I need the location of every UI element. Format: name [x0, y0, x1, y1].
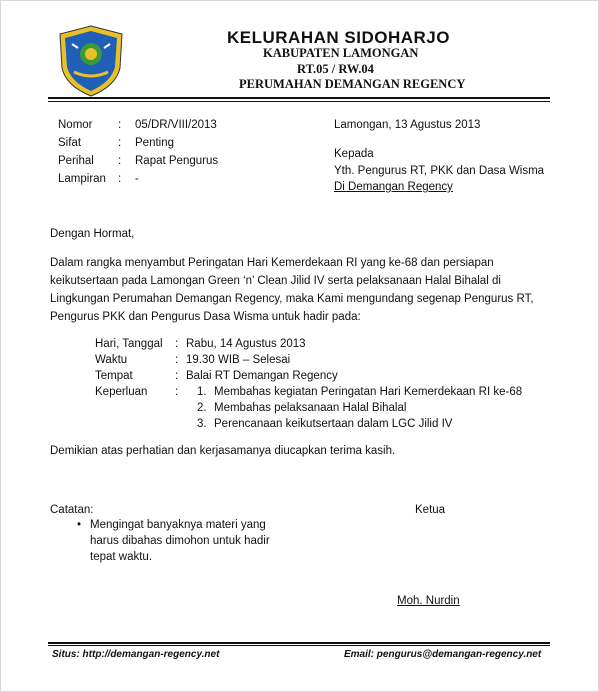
- meta-value-nomor: 05/DR/VIII/2013: [135, 119, 217, 131]
- recipient-address: Di Demangan Regency: [334, 181, 453, 193]
- meta-label-perihal: Perihal: [58, 155, 94, 167]
- purpose-item: Perencanaan keikutsertaan dalam LGC Jilid IV: [214, 418, 453, 430]
- header-housing: PERUMAHAN DEMANGAN REGENCY: [239, 77, 466, 91]
- detail-colon: :: [175, 338, 179, 350]
- detail-value-place: Balai RT Demangan Regency: [186, 370, 338, 382]
- footer-rule-thick: [48, 642, 550, 644]
- detail-colon: :: [175, 354, 179, 366]
- detail-value-date: Rabu, 14 Agustus 2013: [186, 338, 306, 350]
- notes-title: Catatan:: [50, 504, 94, 516]
- detail-label-purpose: Keperluan: [95, 386, 148, 398]
- recipient-kepada: Kepada: [334, 148, 374, 160]
- bullet-icon: •: [77, 519, 82, 531]
- purpose-number: 1.: [197, 386, 207, 398]
- header-rt-rw: RT.05 / RW.04: [297, 62, 374, 76]
- meta-value-perihal: Rapat Pengurus: [135, 155, 219, 167]
- meta-label-nomor: Nomor: [58, 119, 93, 131]
- body-line: Dalam rangka menyambut Peringatan Hari Kemerdekaan RI yang ke-68 dan persiapan: [50, 257, 494, 269]
- meta-colon: :: [118, 173, 122, 185]
- purpose-number: 2.: [197, 402, 207, 414]
- place-date: Lamongan, 13 Agustus 2013: [334, 119, 481, 131]
- detail-colon: :: [175, 370, 179, 382]
- greeting: Dengan Hormat,: [50, 228, 135, 240]
- meta-colon: :: [118, 137, 122, 149]
- detail-label-time: Waktu: [95, 354, 128, 366]
- signature-name: Moh. Nurdin: [397, 595, 460, 607]
- detail-value-time: 19.30 WIB – Selesai: [186, 354, 291, 366]
- purpose-item: Membahas kegiatan Peringatan Hari Kemerdekaan RI ke-68: [214, 386, 523, 398]
- meta-value-sifat: Penting: [135, 137, 175, 149]
- detail-colon: :: [175, 386, 179, 398]
- footer-website: Situs: http://demangan-regency.net: [52, 649, 220, 660]
- closing-sentence: Demikian atas perhatian dan kerjasamanya diucapkan terima kasih.: [50, 445, 396, 457]
- header-rule-thin: [48, 101, 550, 102]
- recipient-yth: Yth. Pengurus RT, PKK dan Dasa Wisma: [334, 165, 545, 177]
- footer-rule-thin: [48, 645, 550, 646]
- emblem-icon: [56, 24, 126, 98]
- meta-value-lampiran: -: [135, 173, 139, 185]
- detail-label-date: Hari, Tanggal: [95, 338, 163, 350]
- header-regency: KABUPATEN LAMONGAN: [263, 46, 419, 60]
- body-line: Lingkungan Perumahan Demangan Regency, maka Kami mengundang segenap Pengurus RT,: [50, 293, 534, 305]
- purpose-item: Membahas pelaksanaan Halal Bihalal: [214, 402, 407, 414]
- detail-label-place: Tempat: [95, 370, 133, 382]
- notes-line: Mengingat banyaknya materi yang: [90, 519, 266, 531]
- header-village: KELURAHAN SIDOHARJO: [227, 28, 450, 47]
- meta-colon: :: [118, 155, 122, 167]
- meta-label-lampiran: Lampiran: [58, 173, 106, 185]
- header-rule-thick: [48, 97, 550, 99]
- notes-line: harus dibahas dimohon untuk hadir: [90, 535, 270, 547]
- meta-colon: :: [118, 119, 122, 131]
- footer-email: Email: pengurus@demangan-regency.net: [344, 649, 542, 660]
- meta-label-sifat: Sifat: [58, 137, 82, 149]
- body-line: keikutsertaan pada Lamongan Green ‘n’ Clean Jilid IV serta pelaksanaan Halal Bihalal di: [50, 275, 501, 287]
- purpose-number: 3.: [197, 418, 207, 430]
- body-line: Pengurus PKK dan Pengurus Dasa Wisma untuk hadir pada:: [50, 311, 361, 323]
- signature-role: Ketua: [415, 504, 446, 516]
- notes-line: tepat waktu.: [90, 551, 153, 563]
